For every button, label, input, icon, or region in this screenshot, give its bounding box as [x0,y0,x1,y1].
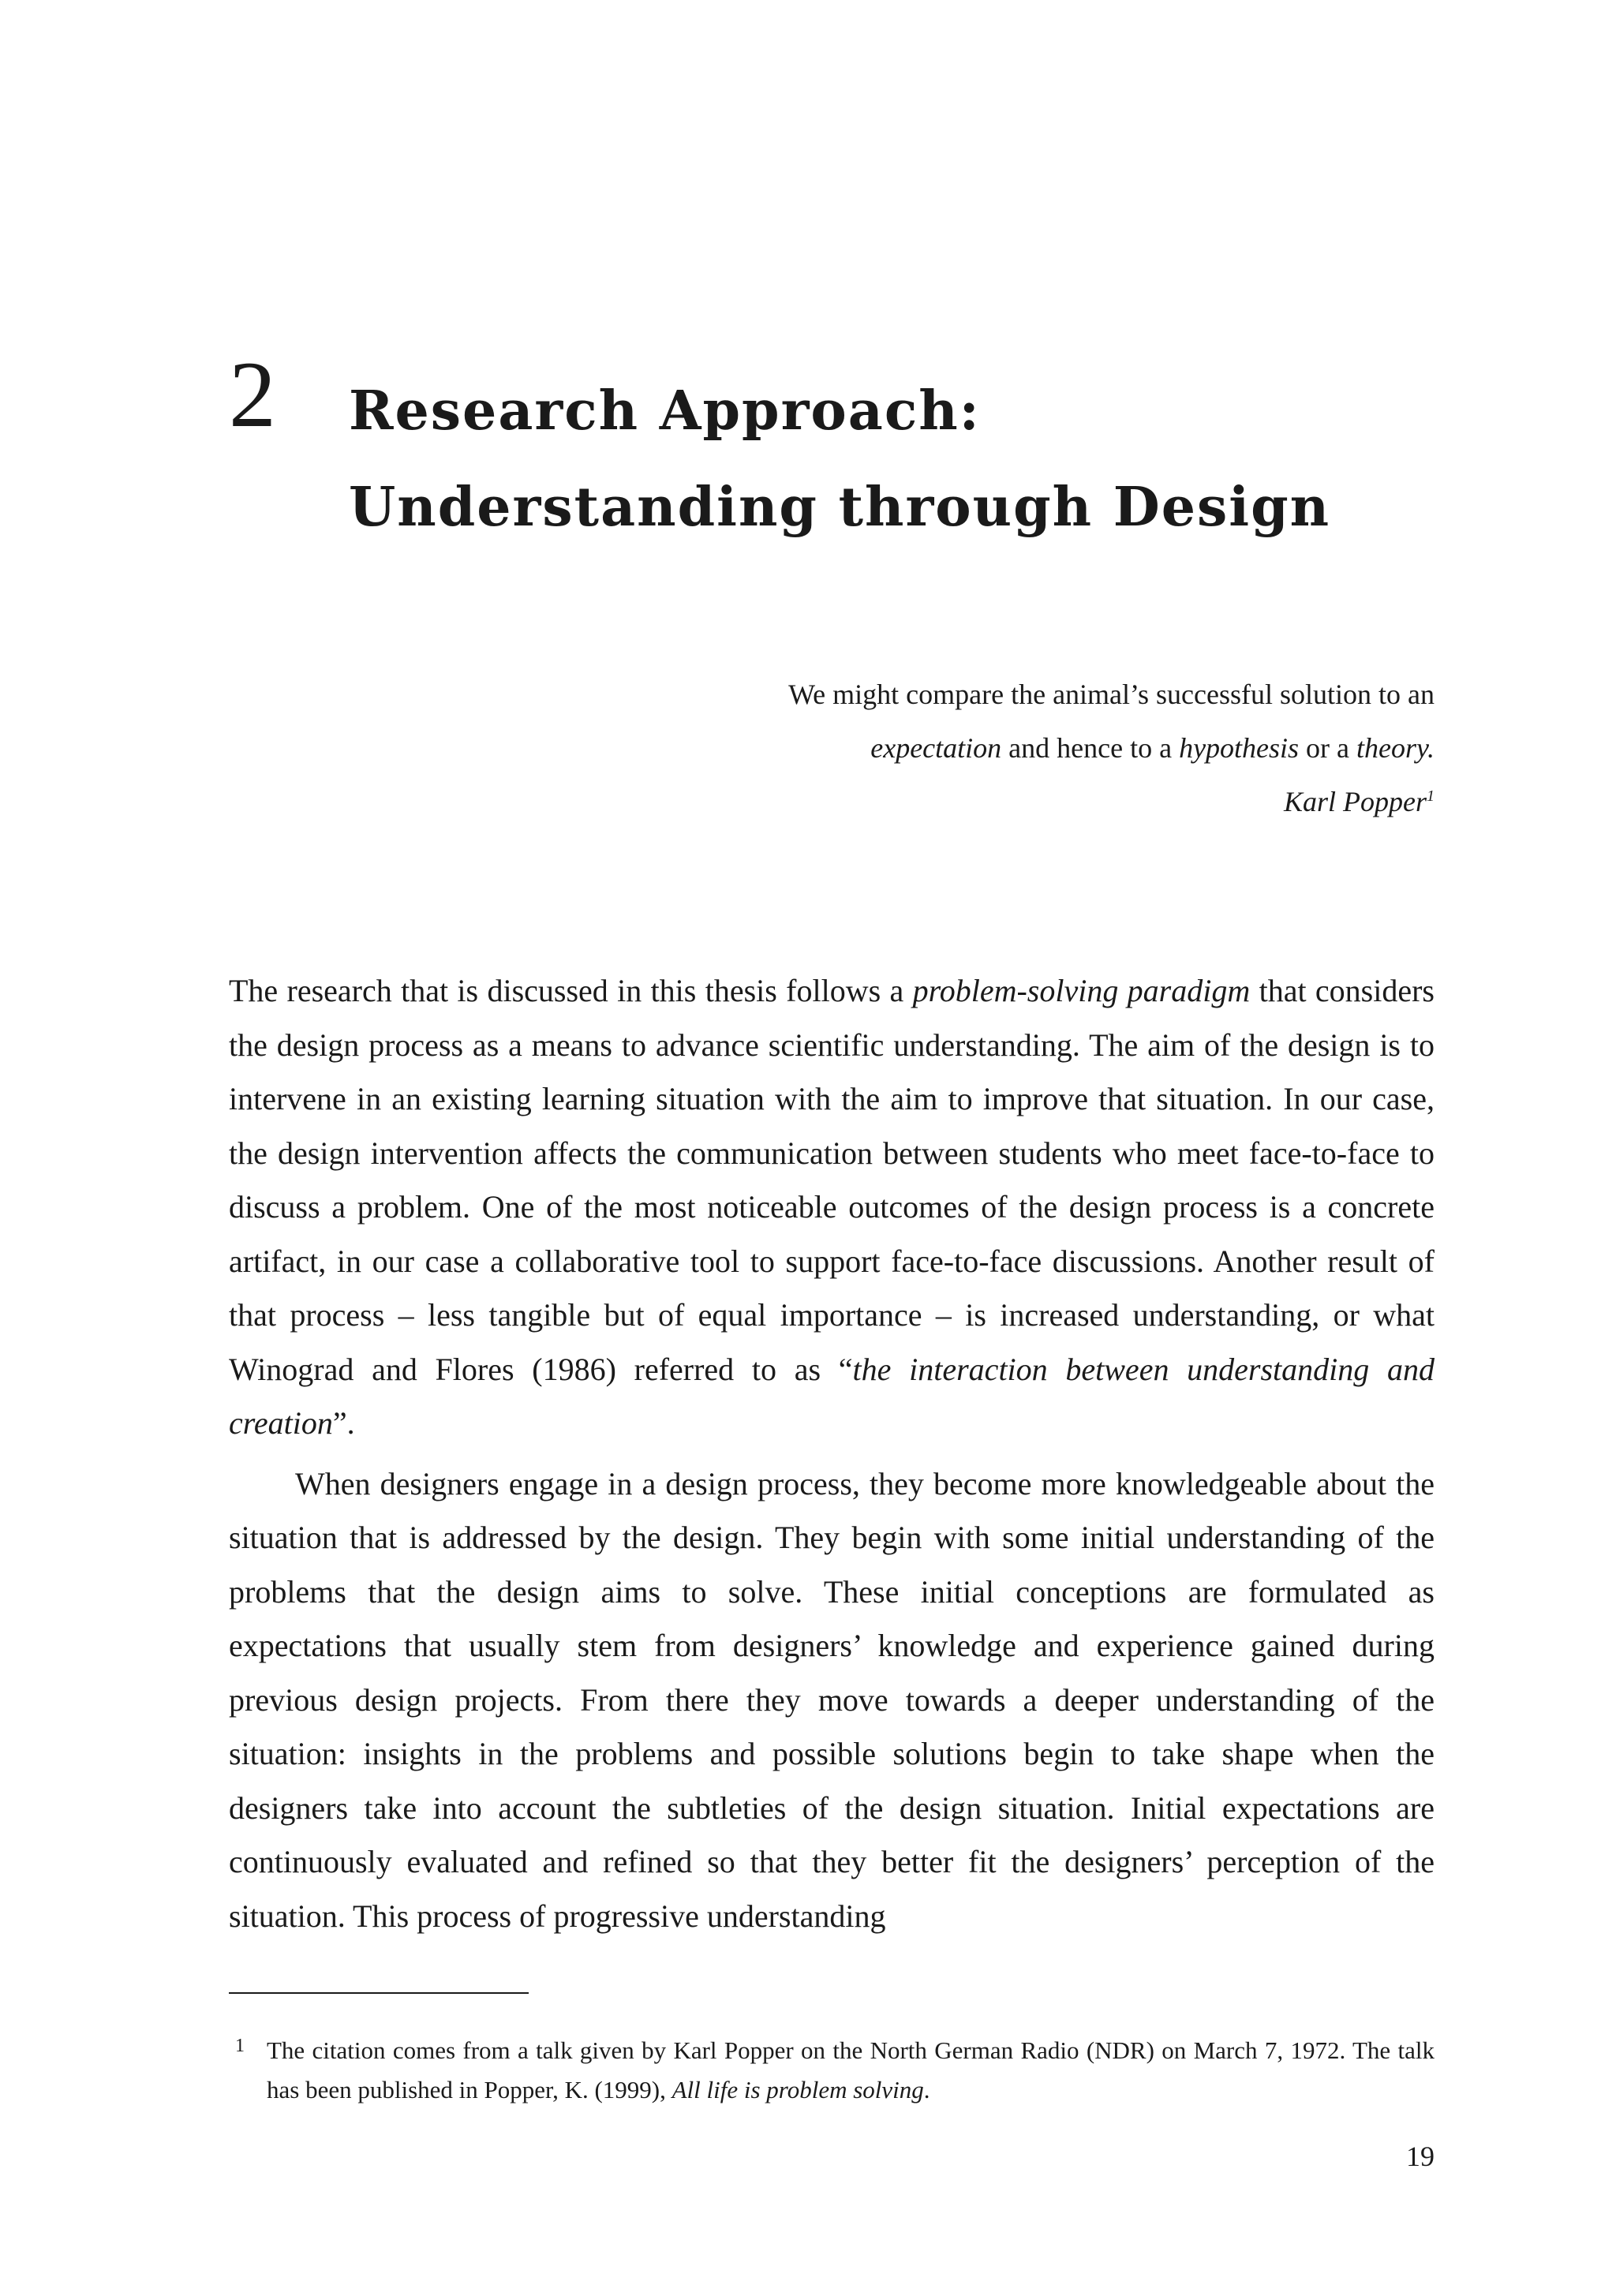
epigraph-line-2 [567,721,1435,775]
footnote-book-title: All life is problem solving [671,2076,924,2103]
emphasis-quote: the interaction between understanding and creation [229,1351,1435,1441]
epigraph [567,667,1435,828]
paragraph-text: The research that is discussed in this thesis follows a [229,973,913,1008]
emphasis-problem-solving-paradigm: problem-solving paradigm [912,973,1251,1008]
footnote [229,2031,1435,2110]
chapter-title: Research Approach: Understanding through Design [349,380,1331,539]
footnote-reference[interactable]: 1 [1427,787,1435,805]
epigraph-line-1: We might compare the animal’s successful solution to an [788,679,1435,710]
paragraph-2: When designers engage in a design process, they become more knowledgeable about the situation that is addressed by the design. They begin with some initial understanding of the problems that the design aims to solve. These initial conceptions are formulated as expectations that usually stem from designers’ knowledge and experience gained during previous design projects. From there they move towards a deeper understanding of the situation: insights in the problems and possible solutions begin to take shape when the designers take into account the subtleties of the design situation. Initial expectations are continuously evaluated and refined so that they better fit the designers’ perception of the situation. This process of progressive understanding [229,1465,1435,1934]
epigraph-author-name: Karl Popper [1283,786,1427,817]
epigraph-term-hypothesis: hypothesis [1179,732,1300,764]
epigraph-term-theory: theory. [1356,732,1435,764]
footnote-body: The citation comes from a talk given by Karl Popper on the North German Radio (NDR) on March 7, 1972. The talk has been published in Popper, K. (1999), [267,2036,1435,2103]
epigraph-term-expectation: expectation [870,732,1002,764]
paragraph-text: that considers the design process as a means to advance scientific understanding. The aim of the design is to intervene in an existing learning situation with the aim to improve that situation. In our case, the design intervention affects the communication between students who meet face-to-face to discuss a problem. One of the most noticeable outcomes of the design process is a concrete artifact, in our case a collaborative tool to support face-to-face discussions. Another result of that process – less tangible but of equal importance – is increased understanding, or what Winograd and Flores (1986) referred to as “ [229,973,1435,1387]
page-number: 19 [1406,2141,1435,2172]
chapter-number: 2 [229,342,276,447]
body-text [229,964,1435,1943]
epigraph-author [567,775,1435,828]
paragraph-1 [229,964,1435,1451]
footnote-text [267,2031,1435,2110]
epigraph-text: or a [1299,732,1357,764]
paragraph-text: ”. [332,1405,355,1441]
footnote-end: . [923,2076,930,2103]
footnote-mark: 1 [235,2036,245,2056]
footnote-divider [229,1992,529,1994]
epigraph-text: and hence to a [1001,732,1180,764]
